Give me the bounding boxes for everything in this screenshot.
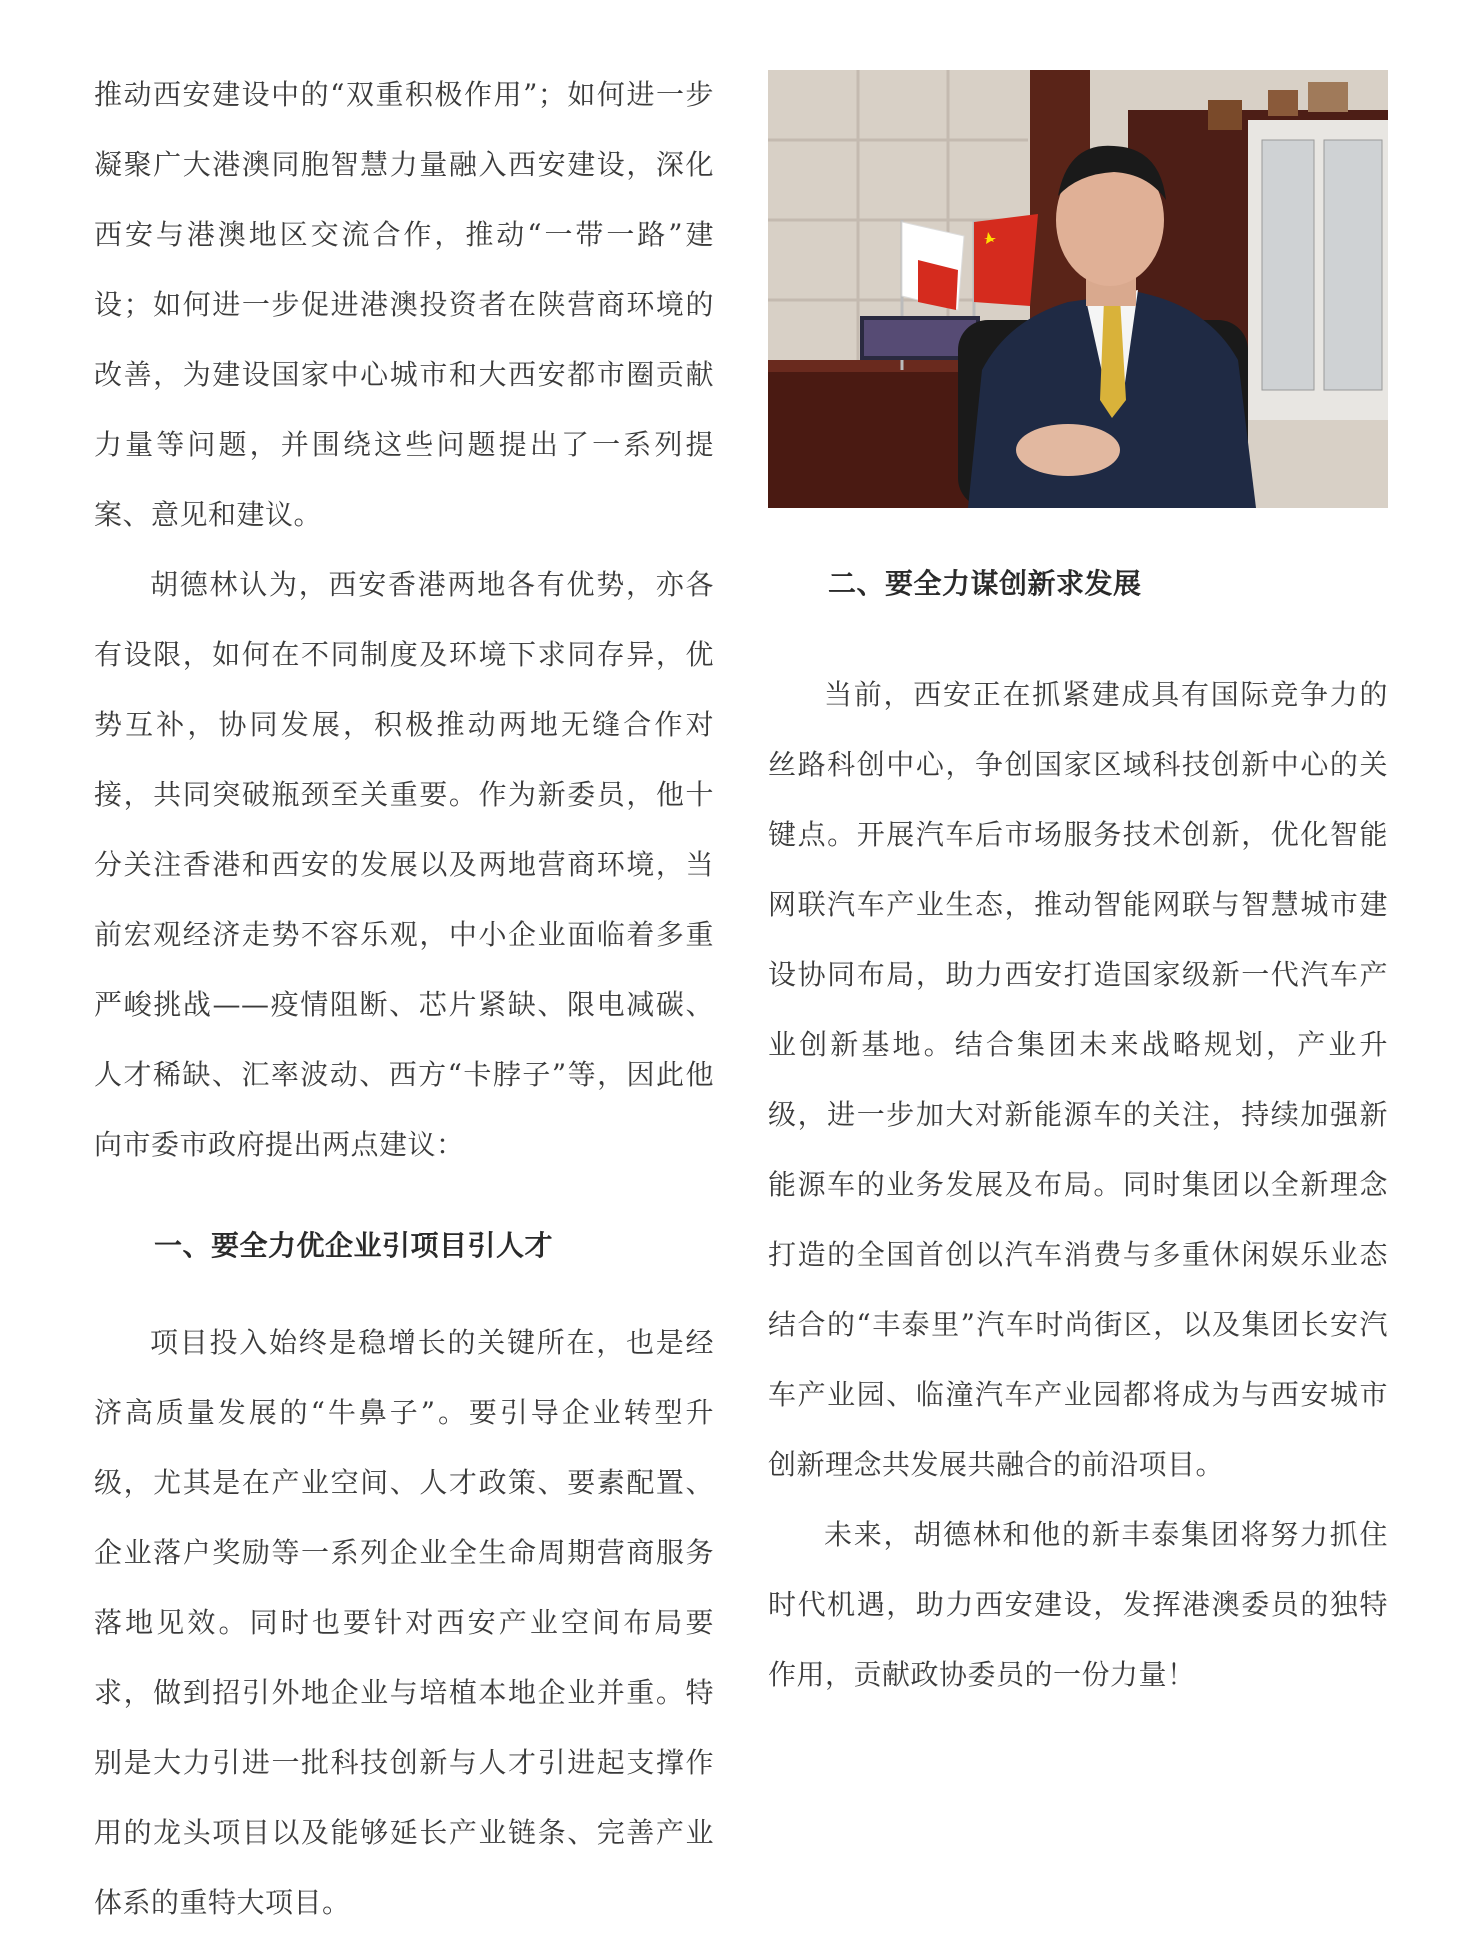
paragraph: 未来，胡德林和他的新丰泰集团将努力抓住时代机遇，助力西安建设，发挥港澳委员的独特作用，贡献政协委员的一份力量！: [768, 1518, 1388, 1691]
paragraph: 当前，西安正在抓紧建成具有国际竞争力的丝路科创中心，争创国家区域科技创新中心的关键点。开展汽车后市场服务技术创新，优化智能网联汽车产业生态，推动智能网联与智慧城市建设协同布局，助力西安打造国家级新一代汽车产业创新基地。结合集团未来战略规划，产业升级，进一步加大对新能源车的关注，持续加强新能源车的业务发展及布局。同时集团以全新理念打造的全国首创以汽车消费与多重休闲娱乐业态结合的“丰泰里”汽车时尚街区，以及集团长安汽车产业园、临潼汽车产业园都将成为与西安城市创新理念共发展共融合的前沿项目。: [768, 678, 1388, 1481]
paragraph: 胡德林认为，西安香港两地各有优势，亦各有设限，如何在不同制度及环境下求同存异，优势互补，协同发展，积极推动两地无缝合作对接，共同突破瓶颈至关重要。作为新委员，他十分关注香港和西安的发展以及两地营商环境，当前宏观经济走势不容乐观，中小企业面临着多重严峻挑战——疫情阻断、芯片紧缺、限电减碳、人才稀缺、汇率波动、西方“卡脖子”等，因此他向市委市政府提出两点建议：: [94, 568, 714, 1161]
section-heading: 二、要全力谋创新求发展: [828, 567, 1142, 600]
right-column: [768, 660, 1388, 1710]
paragraph: 项目投入始终是稳增长的关键所在，也是经济高质量发展的“牛鼻子”。要引导企业转型升级，尤其是在产业空间、人才政策、要素配置、企业落户奖励等一系列企业全生命周期营商服务落地见效。同时也要针对西安产业空间布局要求，做到招引外地企业与培植本地企业并重。特别是大力引进一批科技创新与人才引进起支撑作用的龙头项目以及能够延长产业链条、完善产业体系的重特大项目。: [94, 1326, 714, 1919]
paragraph: 推动西安建设中的“双重积极作用”；如何进一步凝聚广大港澳同胞智慧力量融入西安建设，深化西安与港澳地区交流合作，推动“一带一路”建设；如何进一步促进港澳投资者在陕营商环境的改善，为建设国家中心城市和大西安都市圈贡献力量等问题，并围绕这些问题提出了一系列提案、意见和建议。: [94, 78, 714, 531]
left-column: [94, 60, 714, 1938]
section-heading: 一、要全力优企业引项目引人才: [154, 1229, 554, 1262]
portrait-photo: [768, 70, 1388, 508]
